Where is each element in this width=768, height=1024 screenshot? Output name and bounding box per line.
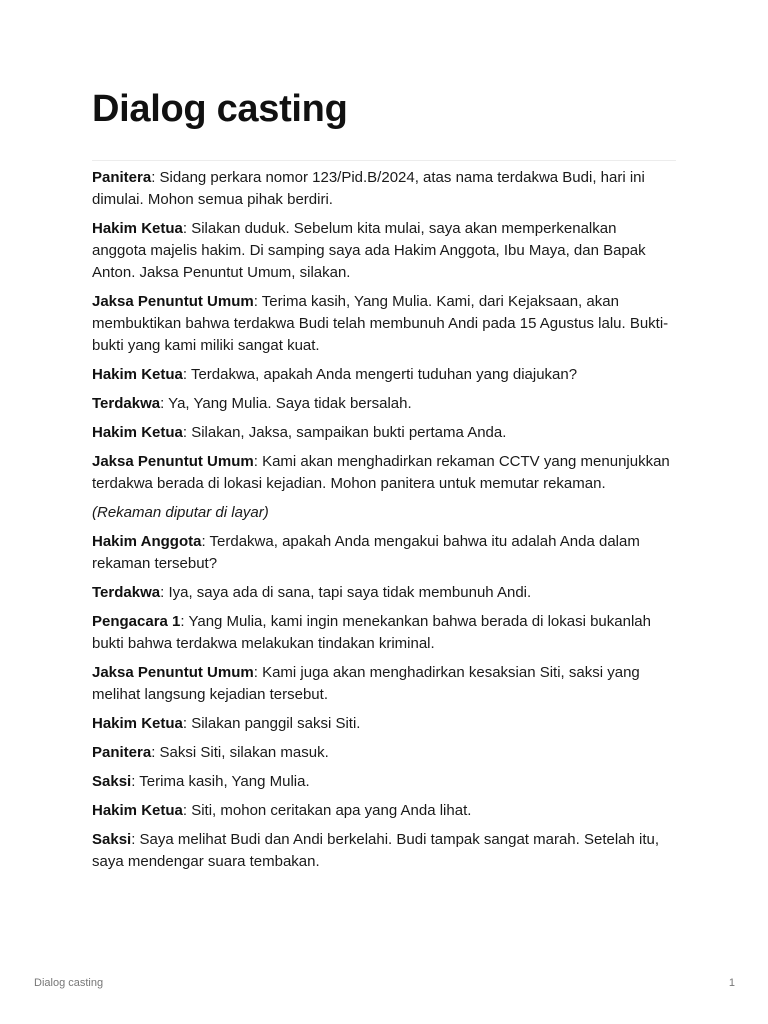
speaker-name: Hakim Ketua [92, 424, 183, 441]
dialog-line [92, 713, 672, 735]
speaker-colon: : [180, 613, 189, 630]
dialog-line [92, 611, 672, 655]
dialog-text: Terdakwa, apakah Anda mengerti tuduhan yang diajukan? [190, 366, 578, 383]
dialog-line [92, 364, 672, 386]
speaker-name: Jaksa Penuntut Umum [92, 664, 254, 681]
dialog-line [92, 829, 672, 873]
speaker-colon: : [201, 533, 210, 550]
speaker-colon: : [253, 293, 262, 310]
dialog-transcript [92, 167, 672, 880]
speaker-colon: : [151, 744, 160, 761]
speaker-colon: : [182, 220, 192, 237]
speaker-colon: : [182, 802, 192, 819]
speaker-name: Hakim Ketua [92, 802, 183, 819]
speaker-name: Saksi [92, 773, 132, 790]
dialog-line [92, 742, 672, 764]
speaker-name: Hakim Ketua [92, 366, 183, 383]
dialog-text: Siti, mohon ceritakan apa yang Anda lihat. [191, 802, 472, 819]
dialog-text: Silakan duduk. Sebelum kita mulai, saya akan memperkenalkan anggota majelis hakim. Di samping saya ada Hakim Anggota, Ibu Maya, dan Bapak Anton. Jaksa Penuntut Umum, silakan. [92, 220, 646, 281]
dialog-line [92, 662, 672, 706]
dialog-text: Silakan panggil saksi Siti. [191, 715, 361, 732]
dialog-text: Iya, saya ada di sana, tapi saya tidak membunuh Andi. [168, 584, 532, 601]
speaker-colon: : [151, 169, 160, 186]
dialog-text: Saya melihat Budi dan Andi berkelahi. Budi tampak sangat marah. Setelah itu, saya mendengar suara tembakan. [92, 831, 660, 870]
speaker-name: Hakim Anggota [92, 533, 202, 550]
dialog-line [92, 393, 672, 415]
dialog-text: Terdakwa, apakah Anda mengakui bahwa itu adalah Anda dalam rekaman tersebut? [92, 533, 640, 572]
speaker-colon: : [253, 453, 263, 470]
dialog-line [92, 451, 672, 495]
speaker-colon: : [182, 424, 192, 441]
dialog-line [92, 771, 672, 793]
speaker-name: Saksi [92, 831, 132, 848]
speaker-colon: : [131, 773, 140, 790]
page-title: Dialog casting [92, 88, 348, 130]
dialog-text: Silakan, Jaksa, sampaikan bukti pertama Anda. [191, 424, 507, 441]
dialog-text: Terima kasih, Yang Mulia. Kami, dari Kejaksaan, akan membuktikan bahwa terdakwa Budi telah membunuh Andi pada 15 Agustus lalu. Bukti-bukti yang kami miliki sangat kuat. [92, 293, 669, 354]
dialog-line [92, 422, 672, 444]
title-divider [92, 160, 676, 161]
speaker-colon: : [182, 715, 192, 732]
dialog-line [92, 800, 672, 822]
speaker-name: Jaksa Penuntut Umum [92, 293, 254, 310]
footer-document-title: Dialog casting [34, 977, 104, 989]
speaker-name: Panitera [92, 744, 152, 761]
dialog-text: Kami akan menghadirkan rekaman CCTV yang menunjukkan terdakwa berada di lokasi kejadian. Mohon panitera untuk memutar rekaman. [92, 453, 670, 492]
speaker-colon: : [131, 831, 140, 848]
dialog-text: Yang Mulia, kami ingin menekankan bahwa berada di lokasi bukanlah bukti bahwa terdakwa melakukan tindakan kriminal. [92, 613, 651, 652]
speaker-colon: : [160, 395, 169, 412]
speaker-name: Jaksa Penuntut Umum [92, 453, 254, 470]
speaker-name: Hakim Ketua [92, 715, 183, 732]
speaker-colon: : [182, 366, 191, 383]
dialog-text: Sidang perkara nomor 123/Pid.B/2024, atas nama terdakwa Budi, hari ini dimulai. Mohon semua pihak berdiri. [92, 169, 645, 208]
dialog-text: Kami juga akan menghadirkan kesaksian Siti, saksi yang melihat langsung kejadian tersebut. [92, 664, 640, 703]
dialog-text: Ya, Yang Mulia. Saya tidak bersalah. [168, 395, 412, 412]
dialog-text: Terima kasih, Yang Mulia. [139, 773, 310, 790]
speaker-name: Terdakwa [92, 395, 161, 412]
speaker-name: Terdakwa [92, 584, 161, 601]
dialog-line [92, 582, 672, 604]
dialog-line [92, 218, 672, 284]
footer-page-number: 1 [728, 977, 735, 989]
speaker-colon: : [160, 584, 169, 601]
dialog-text: Saksi Siti, silakan masuk. [159, 744, 329, 761]
speaker-name: Hakim Ketua [92, 220, 183, 237]
dialog-line [92, 531, 672, 575]
dialog-line [92, 167, 672, 211]
dialog-line [92, 291, 672, 357]
speaker-colon: : [253, 664, 263, 681]
stage-direction: (Rekaman diputar di layar) [92, 504, 269, 521]
speaker-name: Pengacara 1 [92, 613, 181, 630]
speaker-name: Panitera [92, 169, 152, 186]
